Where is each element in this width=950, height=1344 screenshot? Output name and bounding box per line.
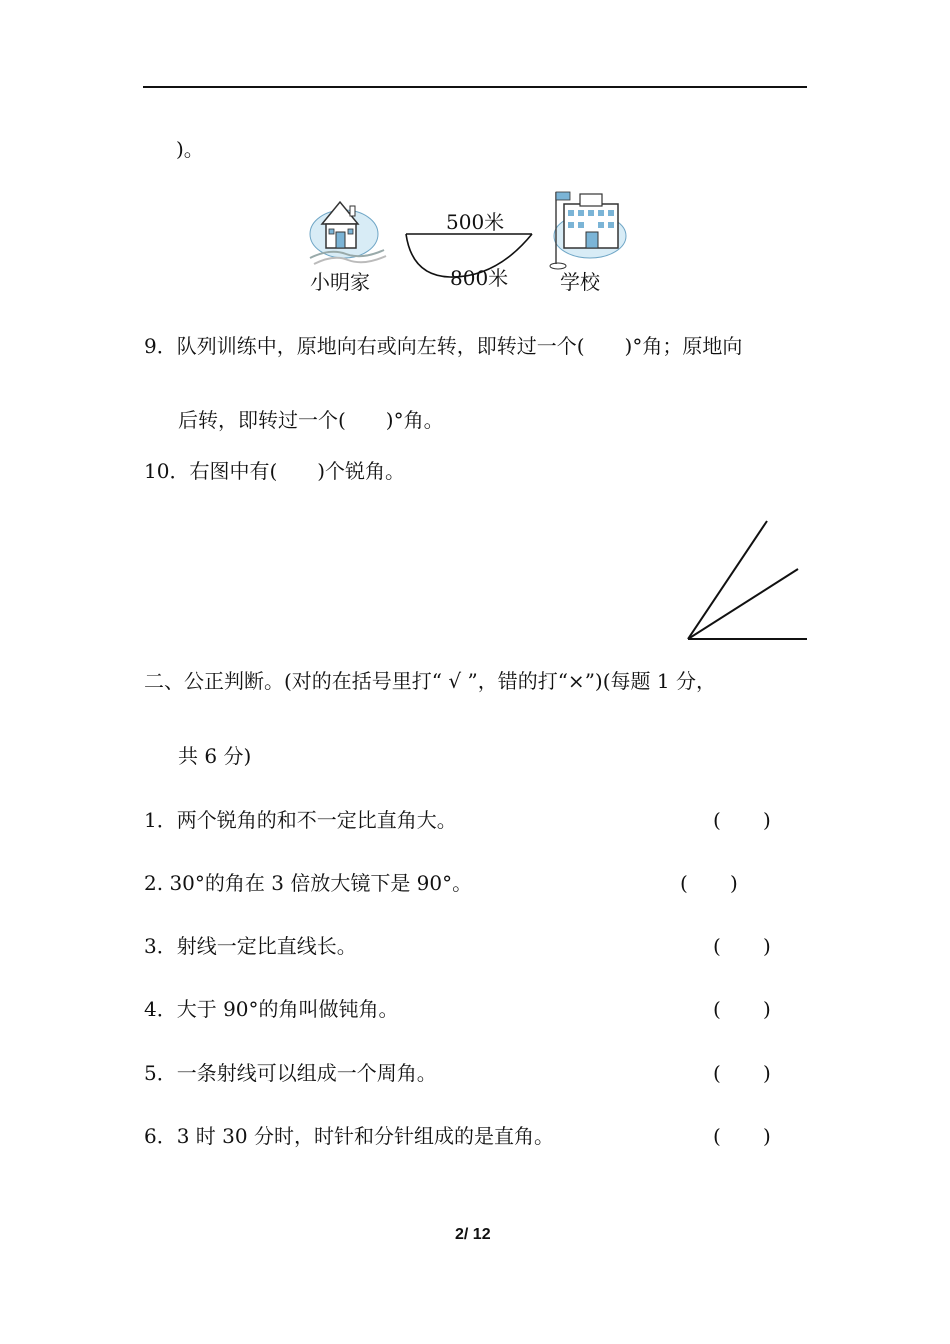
answer-blank-close: ) (730, 871, 738, 895)
answer-blank-close: ) (763, 808, 771, 832)
answer-blank-4[interactable] (713, 996, 777, 1022)
answer-blank-open: ( (713, 808, 721, 832)
section-2-heading-line-2: 共 6 分) (178, 744, 252, 768)
answer-blank-3[interactable] (713, 933, 777, 959)
answer-blank-open: ( (713, 997, 721, 1021)
answer-blank-5[interactable] (713, 1060, 777, 1086)
judgment-item-3: 3．射线一定比直线长。 (144, 934, 357, 958)
judgment-item-6: 6．3 时 30 分时，时针和分针组成的是直角。 (144, 1124, 554, 1148)
acute-angle-figure (680, 515, 810, 645)
answer-blank-close: ) (763, 1061, 771, 1085)
answer-blank-2[interactable] (680, 870, 744, 896)
header-rule (143, 86, 807, 88)
answer-blank-close: ) (763, 934, 771, 958)
answer-blank-open: ( (713, 1124, 721, 1148)
house-icon (310, 202, 386, 264)
answer-blank-close: ) (763, 997, 771, 1021)
answer-blank-open: ( (713, 1061, 721, 1085)
question-9-line-1: 9．队列训练中，原地向右或向左转，即转过一个( )°角；原地向 (144, 334, 743, 358)
section-2-heading-line-1: 二、公正判断。(对的在括号里打“ √ ”，错的打“×”)(每题 1 分， (144, 669, 716, 693)
angle-ray-middle (688, 569, 798, 639)
home-label: 小明家 (310, 270, 370, 294)
answer-blank-1[interactable] (713, 807, 777, 833)
school-building-icon (550, 192, 626, 269)
distance-top-label: 500米 (446, 210, 505, 234)
judgment-item-4: 4．大于 90°的角叫做钝角。 (144, 997, 399, 1021)
answer-blank-close: ) (763, 1124, 771, 1148)
judgment-item-1: 1．两个锐角的和不一定比直角大。 (144, 808, 457, 832)
answer-blank-6[interactable] (713, 1123, 777, 1149)
answer-blank-open: ( (713, 934, 721, 958)
answer-blank-open: ( (680, 871, 688, 895)
question-10-text: 10．右图中有( )个锐角。 (144, 459, 406, 483)
angle-ray-upper (688, 521, 767, 639)
judgment-item-2: 2. 30°的角在 3 倍放大镜下是 90°。 (144, 871, 473, 895)
judgment-item-5: 5．一条射线可以组成一个周角。 (144, 1061, 437, 1085)
school-label: 学校 (560, 270, 600, 294)
question-9-line-2: 后转，即转过一个( )°角。 (178, 408, 444, 432)
previous-question-continuation: )。 (176, 137, 204, 161)
route-figure (300, 184, 640, 299)
page-number: 2/ 12 (455, 1226, 491, 1243)
distance-bottom-label: 800米 (450, 266, 509, 290)
